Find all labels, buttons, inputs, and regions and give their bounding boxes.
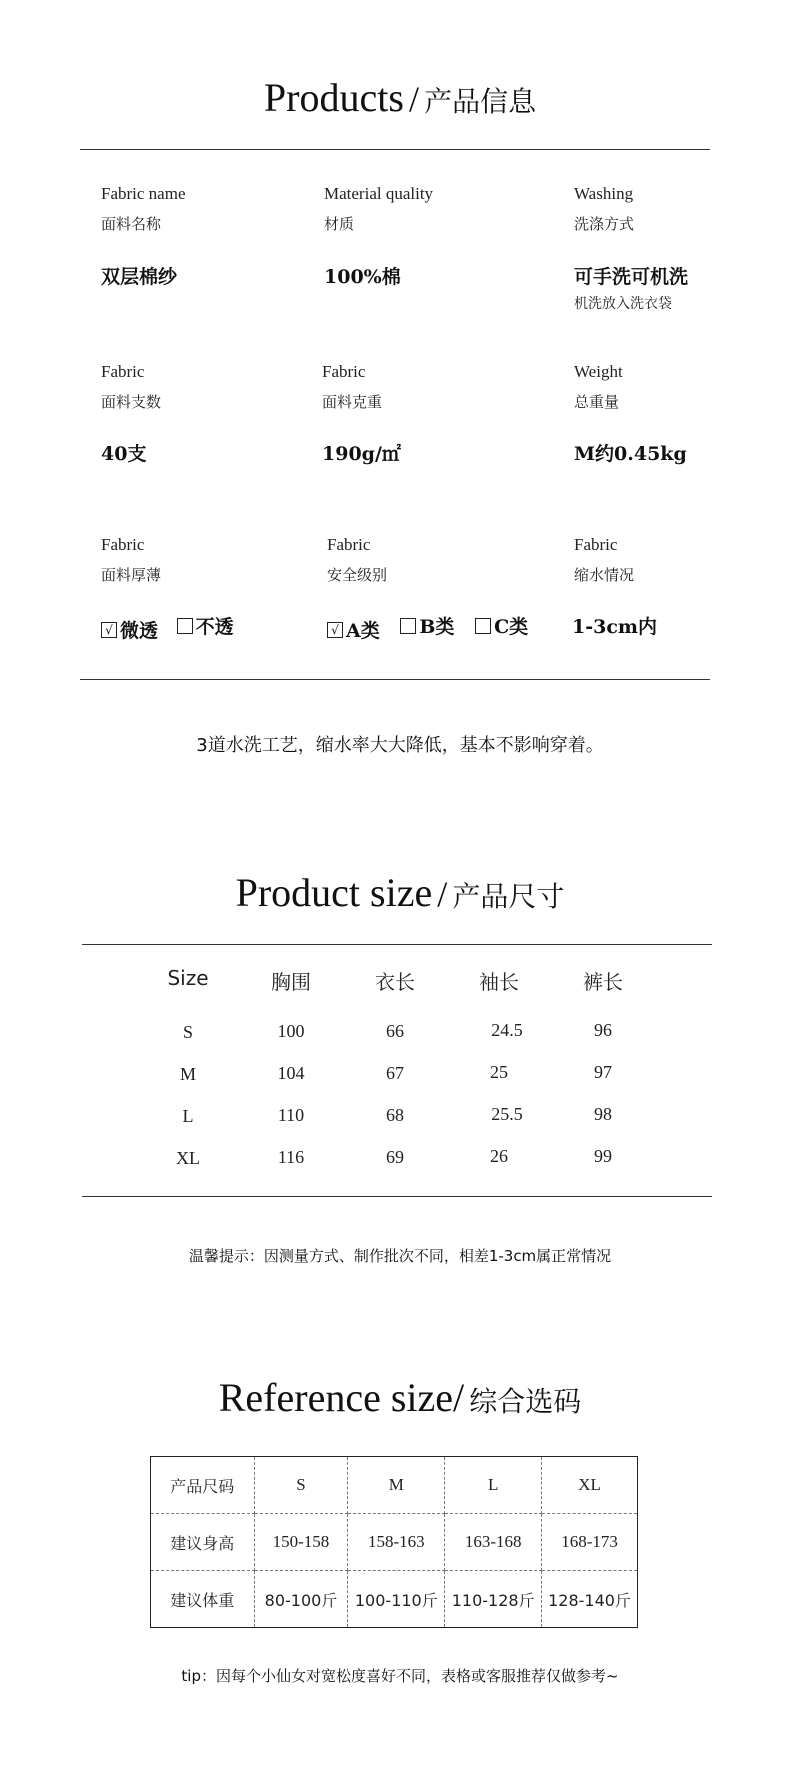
table-cell: 100-110斤 (348, 1571, 445, 1628)
safety-label-zh: 安全级别 (327, 566, 388, 584)
table-cell: 80-100斤 (254, 1571, 348, 1628)
reference-size-title-en: Reference size/ (218, 1375, 465, 1420)
washing-label-zh: 洗涤方式 (574, 215, 635, 233)
size-header-chest: 胸围 (271, 970, 311, 994)
reference-tip: tip：因每个小仙女对宽松度喜好不同，表格或客服推荐仅做参考~ (181, 1667, 619, 1685)
fabric-count-label-en: Fabric (101, 362, 145, 381)
shrinkage-value: 1-3cm内 (572, 616, 657, 638)
size-header-sleeve: 袖长 (479, 970, 519, 994)
table-cell: 128-140斤 (542, 1571, 638, 1628)
table-row (151, 1457, 638, 1514)
table-cell: 25 (490, 1062, 508, 1082)
checked-box-icon: √ (327, 622, 343, 638)
safety-option-b (400, 612, 454, 639)
material-label-zh: 材质 (324, 215, 355, 233)
size-header-length: 衣长 (375, 970, 415, 994)
table-cell: 163-168 (445, 1514, 542, 1571)
thickness-label-zh: 面料厚薄 (101, 566, 162, 584)
thickness-options (101, 612, 246, 643)
products-wash-note: 3道水洗工艺，缩水率大大降低，基本不影响穿着。 (196, 735, 604, 756)
table-cell: XL (542, 1457, 638, 1514)
table-cell: S (182, 1022, 193, 1042)
table-cell: 150-158 (254, 1514, 348, 1571)
table-cell: 100 (277, 1021, 305, 1041)
unchecked-box-icon (177, 618, 193, 634)
table-cell: 168-173 (542, 1514, 638, 1571)
table-row (151, 1514, 638, 1571)
thickness-option-slight (101, 616, 158, 643)
products-bottom-divider (80, 679, 710, 680)
table-cell: 97 (594, 1062, 612, 1082)
products-title (0, 74, 800, 121)
product-size-title (0, 869, 800, 916)
thickness-option-label: 不透 (195, 616, 234, 638)
size-header-size: Size (167, 966, 209, 990)
table-cell: 110 (277, 1105, 305, 1125)
table-cell: 99 (594, 1146, 612, 1166)
reference-size-table (150, 1456, 638, 1628)
table-cell: 110-128斤 (445, 1571, 542, 1628)
fabric-weight-label-en: Fabric (322, 362, 366, 381)
unchecked-box-icon (475, 618, 491, 634)
washing-sub-note: 机洗放入洗衣袋 (574, 296, 672, 312)
table-cell: 产品尺码 (151, 1457, 255, 1514)
safety-label-en: Fabric (327, 535, 371, 554)
table-cell: S (254, 1457, 348, 1514)
table-cell: 116 (277, 1147, 305, 1167)
table-cell: 26 (490, 1146, 508, 1166)
product-size-title-zh: 产品尺寸 (452, 880, 565, 913)
table-cell: 158-163 (348, 1514, 445, 1571)
size-header-pants: 裤长 (583, 970, 623, 994)
washing-label-en: Washing (574, 184, 634, 203)
fabric-weight-label-zh: 面料克重 (322, 393, 383, 411)
products-title-en: Products (263, 75, 404, 120)
fabric-count-label-zh: 面料支数 (101, 393, 162, 411)
table-cell: 建议体重 (151, 1571, 255, 1628)
thickness-option-label: 微透 (120, 620, 159, 642)
checked-box-icon: √ (101, 622, 117, 638)
shrinkage-label-en: Fabric (574, 535, 618, 554)
unchecked-box-icon (400, 618, 416, 634)
table-cell: 104 (277, 1063, 305, 1083)
table-row (151, 1571, 638, 1628)
fabric-count-value: 40支 (101, 443, 147, 465)
material-label-en: Material quality (324, 184, 434, 203)
product-size-title-sep: / (437, 874, 448, 914)
total-weight-label-zh: 总重量 (574, 393, 620, 411)
fabric-name-label-en: Fabric name (101, 184, 186, 203)
total-weight-label-en: Weight (574, 362, 623, 381)
fabric-weight-value: 190g/㎡ (322, 443, 401, 465)
table-cell: XL (176, 1148, 200, 1168)
fabric-name-label-zh: 面料名称 (101, 215, 162, 233)
table-cell: 25.5 (491, 1104, 523, 1124)
safety-option-label: A类 (346, 620, 380, 642)
measurement-tip: 温馨提示：因测量方式、制作批次不同，相差1-3cm属正常情况 (188, 1247, 612, 1265)
table-cell: L (445, 1457, 542, 1514)
reference-size-title-zh: 综合选码 (469, 1385, 582, 1418)
washing-value: 可手洗可机洗 (574, 266, 689, 288)
table-cell: 24.5 (491, 1020, 523, 1040)
products-top-divider (80, 149, 710, 150)
safety-options (327, 612, 540, 643)
table-cell: M (348, 1457, 445, 1514)
product-size-title-en: Product size (235, 870, 433, 915)
product-size-top-divider (82, 944, 712, 945)
material-value: 100%棉 (324, 266, 401, 288)
table-cell: 68 (386, 1105, 404, 1125)
safety-option-c (475, 612, 528, 639)
shrinkage-label-zh: 缩水情况 (574, 566, 635, 584)
table-cell: L (182, 1106, 194, 1126)
table-cell: 69 (386, 1147, 404, 1167)
thickness-option-opaque (177, 612, 234, 639)
product-size-bottom-divider (82, 1196, 712, 1197)
table-cell: 96 (594, 1020, 612, 1040)
table-cell: 67 (386, 1063, 404, 1083)
fabric-name-value: 双层棉纱 (101, 266, 178, 288)
safety-option-label: B类 (419, 616, 455, 638)
table-cell: 建议身高 (151, 1514, 255, 1571)
table-cell: M (179, 1064, 196, 1084)
safety-option-a (327, 616, 380, 643)
table-cell: 66 (386, 1021, 404, 1041)
total-weight-value: M约0.45kg (574, 443, 687, 465)
products-title-sep: / (408, 79, 419, 119)
products-title-zh: 产品信息 (424, 85, 537, 118)
thickness-label-en: Fabric (101, 535, 145, 554)
safety-option-label: C类 (494, 616, 529, 638)
table-cell: 98 (594, 1104, 612, 1124)
reference-size-title (0, 1374, 800, 1421)
